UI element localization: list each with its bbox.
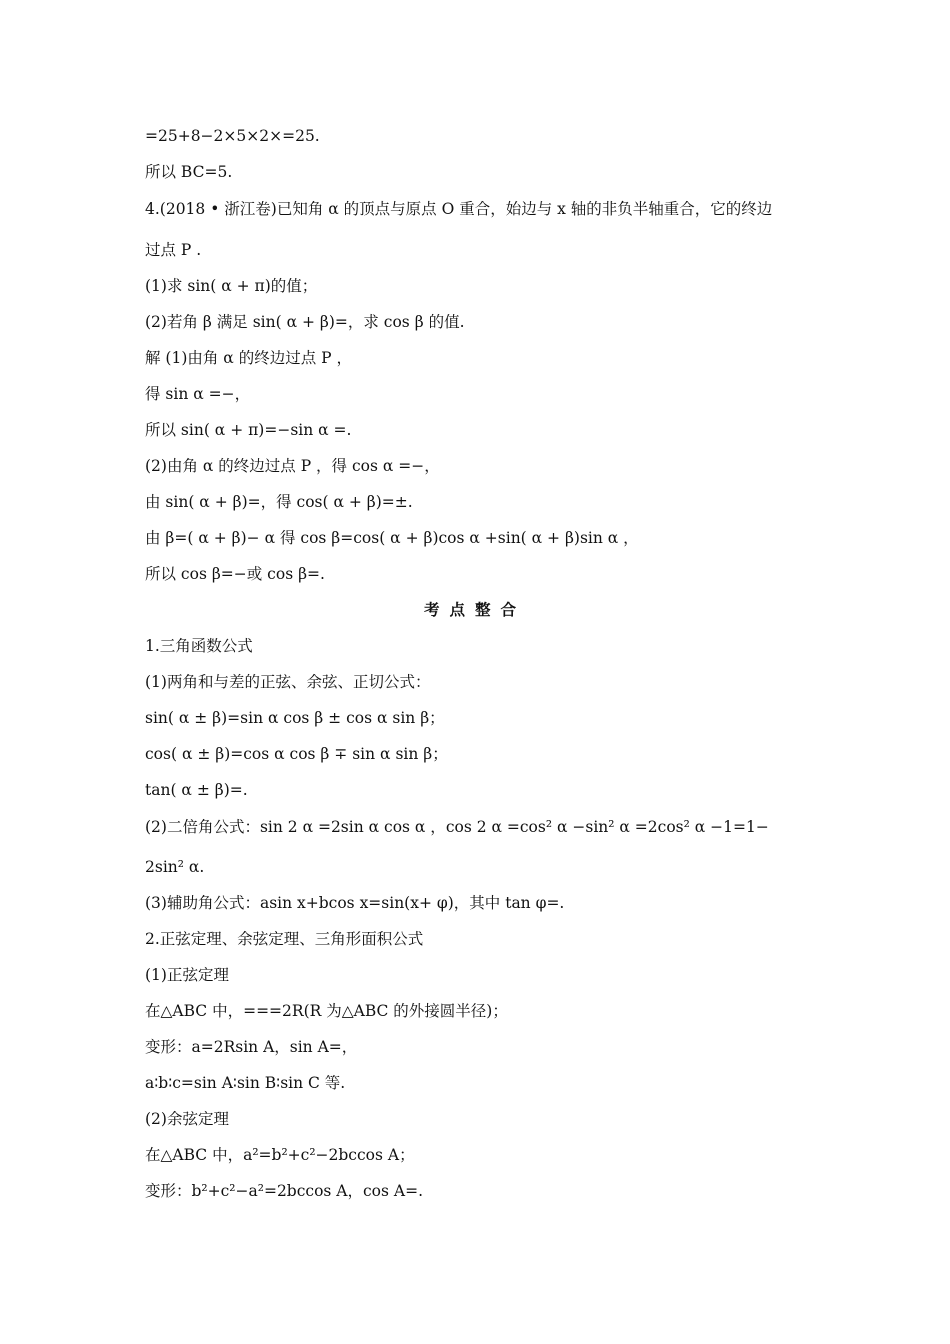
text-line: (1)正弦定理 [145,966,229,984]
text-line: 在△ABC 中，===2R(R 为△ABC 的外接圆半径)； [145,1002,508,1020]
text-line: 2.正弦定理、余弦定理、三角形面积公式 [145,930,424,948]
text-line: (2)余弦定理 [145,1110,229,1128]
text-line: tan( α ± β)=. [145,781,248,799]
text-line: 所以 sin( α + π)=−sin α =. [145,421,352,439]
text-line: sin( α ± β)=sin α cos β ± cos α sin β； [145,709,445,727]
text-line: (1)求 sin( α + π)的值； [145,277,318,295]
text-line: 过点 P . [145,241,202,259]
text-line: a∶b∶c=sin A∶sin B∶sin C 等. [145,1074,346,1092]
text-line: 变形：b²+c²−a²=2bccos A，cos A=. [145,1182,424,1200]
text-line: 4.(2018 • 浙江卷)已知角 α 的顶点与原点 O 重合，始边与 x 轴的非负半轴重合，它的终边 [145,200,773,218]
text-line: (2)二倍角公式：sin 2 α =2sin α cos α ，cos 2 α =cos² α −sin² α =2cos² α −1=1− [145,818,769,836]
text-line: =25+8−2×5×2×=25. [145,127,320,145]
section-heading: 考点整合 [423,600,526,619]
text-line: cos( α ± β)=cos α cos β ∓ sin α sin β； [145,745,448,763]
text-line: 得 sin α =−， [145,385,251,403]
text-line: 2sin² α. [145,858,205,876]
text-line: 由 sin( α + β)=，得 cos( α + β)=±. [145,493,413,511]
text-line: 解 (1)由角 α 的终边过点 P ， [145,349,352,367]
text-line: (1)两角和与差的正弦、余弦、正切公式： [145,673,431,691]
text-line: 在△ABC 中，a²=b²+c²−2bccos A； [145,1146,415,1164]
text-line: 所以 cos β=−或 cos β=. [145,565,325,583]
text-line: (2)由角 α 的终边过点 P ，得 cos α =−， [145,457,440,475]
text-line: 变形：a=2Rsin A，sin A=， [145,1038,358,1056]
text-line: 1.三角函数公式 [145,637,253,655]
text-line: 所以 BC=5. [145,163,233,181]
text-line: 由 β=( α + β)− α 得 cos β=cos( α + β)cos α +sin( α + β)sin α ， [145,529,639,547]
text-line: (3)辅助角公式：asin x+bcos x=sin(x+ φ)，其中 tan φ=. [145,894,565,912]
text-line: (2)若角 β 满足 sin( α + β)=，求 cos β 的值. [145,313,465,331]
